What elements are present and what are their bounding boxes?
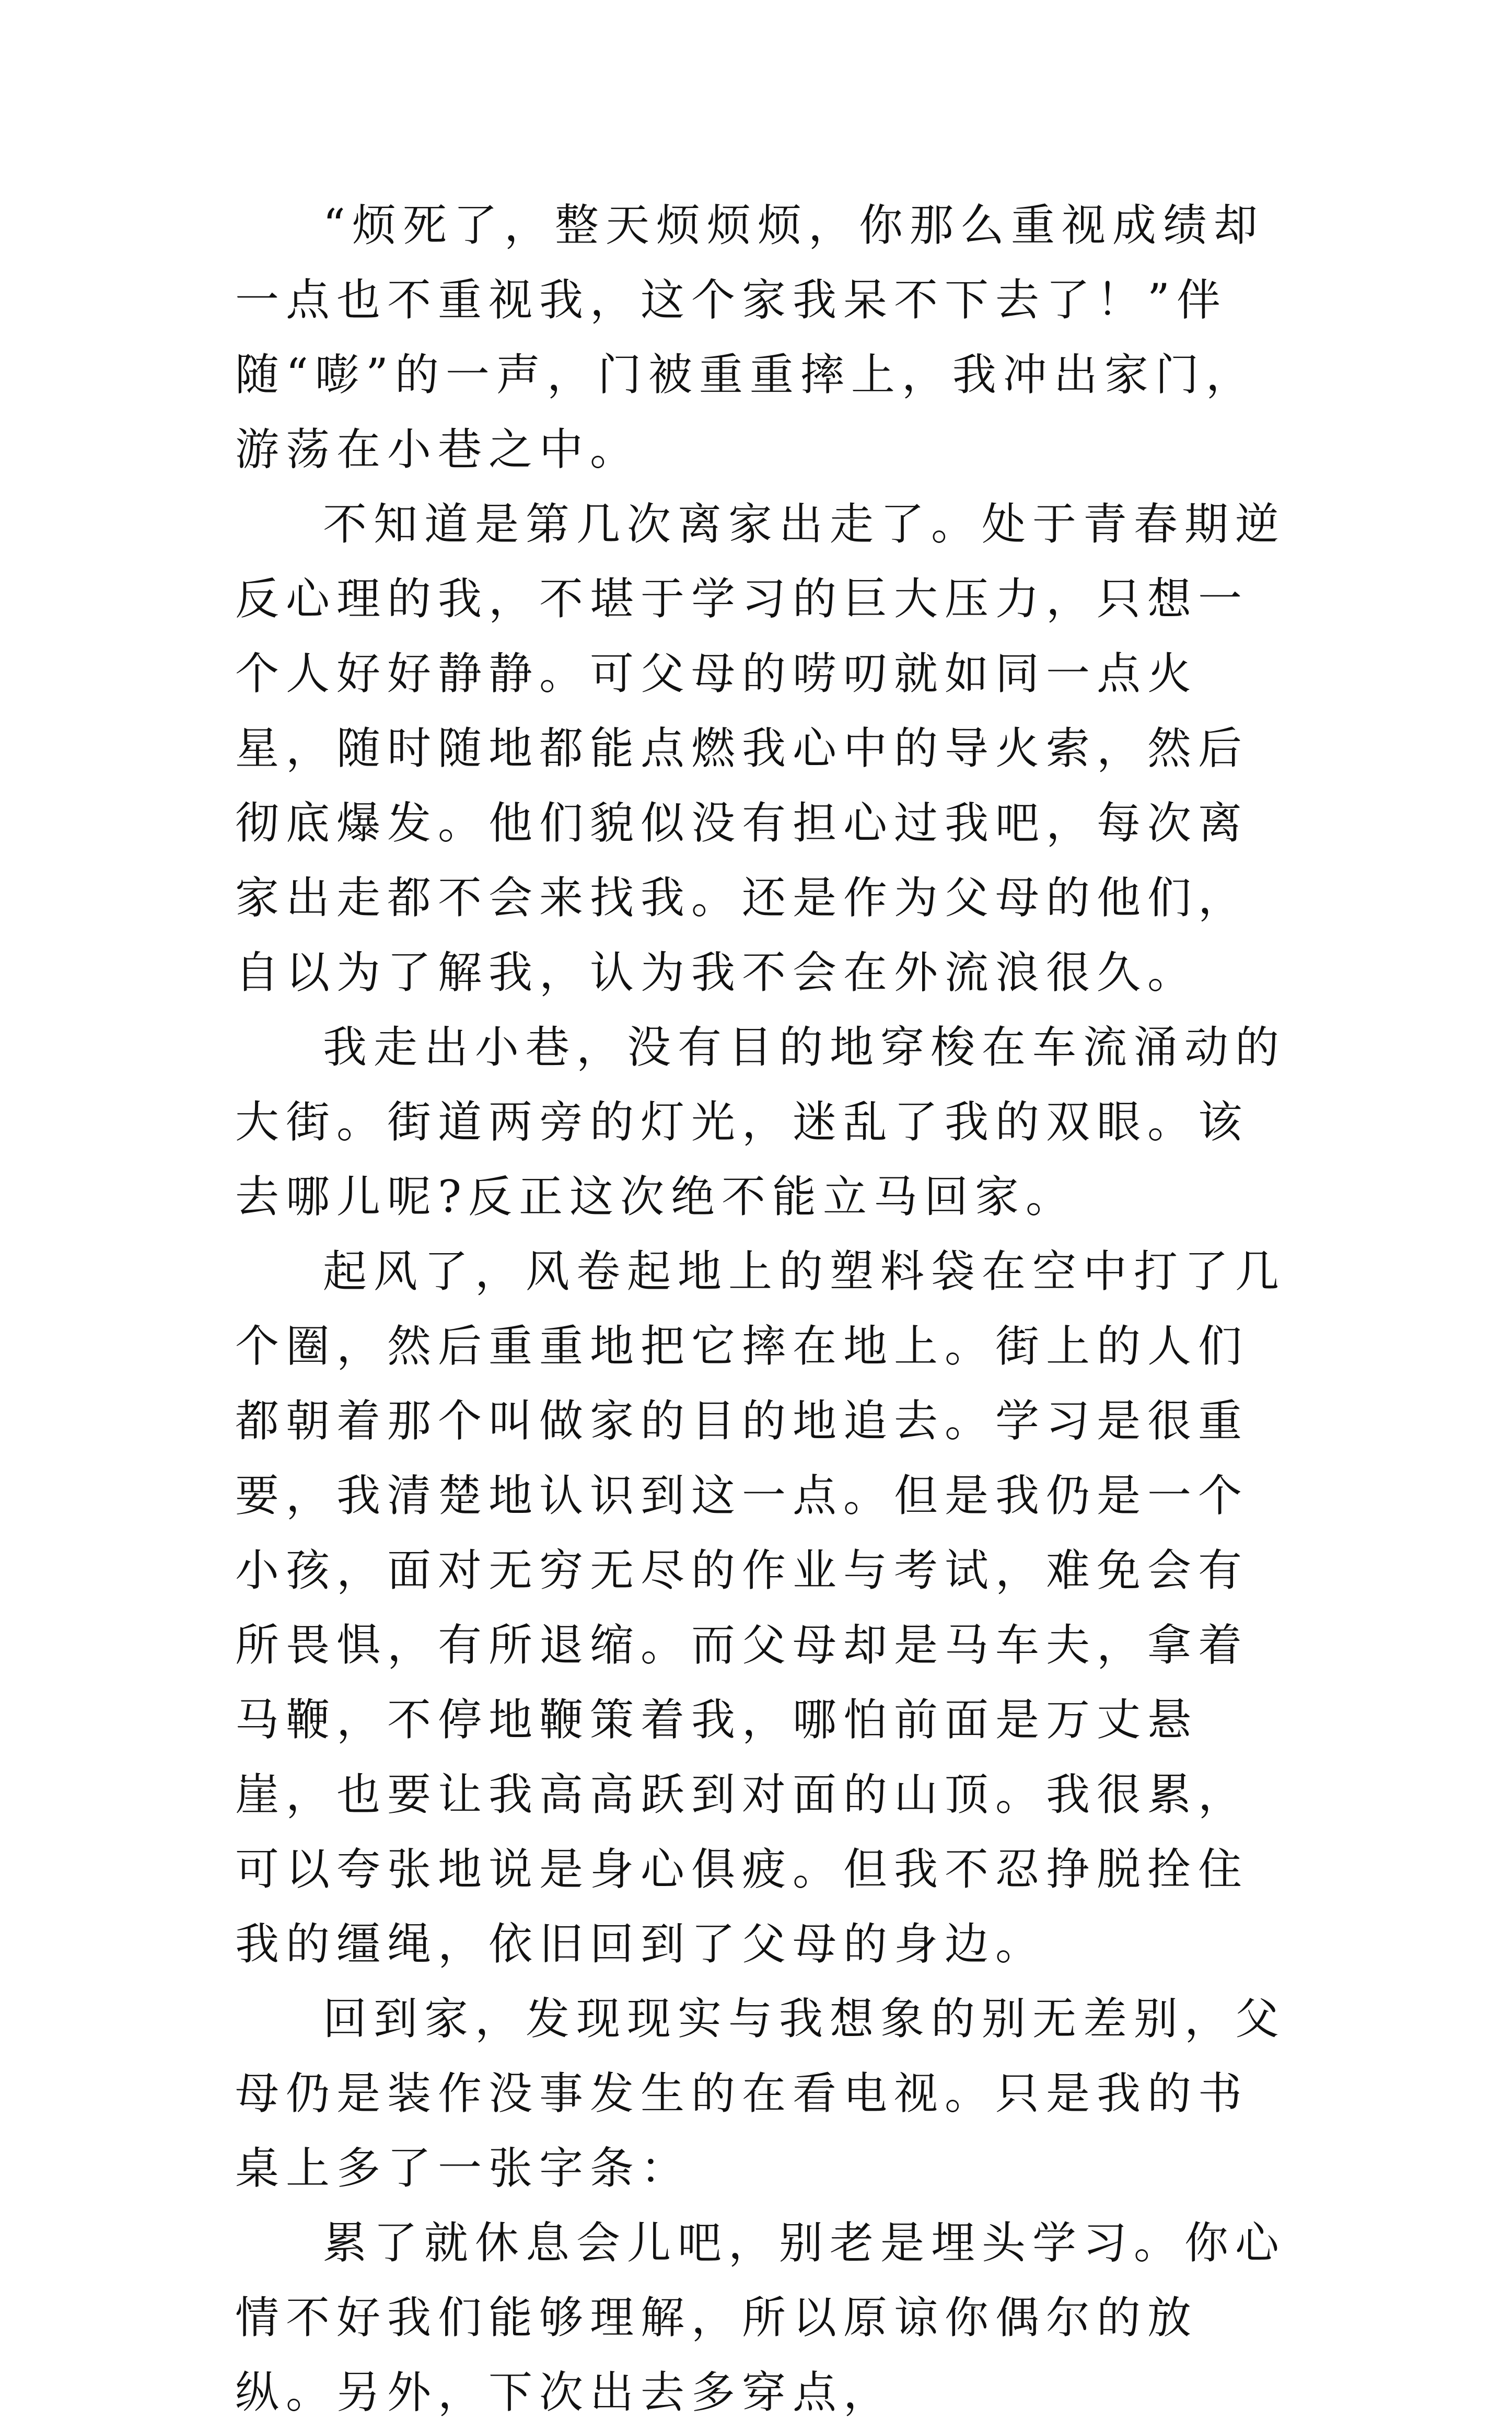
paragraph-1: “烦死了，整天烦烦烦，你那么重视成绩却一点也不重视我，这个家我呆不下去了！”伴随“嘭”的一声，门被重重摔上，我冲出家门，游荡在小巷之中。 bbox=[235, 200, 1264, 475]
paragraph-5: 回到家，发现现实与我想象的别无差别，父母仍是装作没事发生的在看电视。只是我的书桌上多了一张字条： bbox=[235, 1993, 1286, 2194]
paragraph-3: 我走出小巷，没有目的地穿梭在车流涌动的大街。街道两旁的灯光，迷乱了我的双眼。该去哪儿呢?反正这次绝不能立马回家。 bbox=[235, 1022, 1286, 1222]
paragraph-2: 不知道是第几次离家出走了。处于青春期逆反心理的我，不堪于学习的巨大压力，只想一个人好好静静。可父母的唠叨就如同一点火星，随时随地都能点燃我心中的导火索，然后彻底爆发。他们貌似没有担心过我吧，每次离家出走都不会来找我。还是作为父母的他们，自以为了解我，认为我不会在外流浪很久。 bbox=[235, 499, 1286, 998]
paragraph-4: 起风了，风卷起地上的塑料袋在空中打了几个圈，然后重重地把它摔在地上。街上的人们都朝着那个叫做家的目的地追去。学习是很重要，我清楚地认识到这一点。但是我仍是一个小孩，面对无穷无尽的作业与考试，难免会有所畏惧，有所退缩。而父母却是马车夫，拿着马鞭，不停地鞭策着我，哪怕前面是万丈悬崖，也要让我高高跃到对面的山顶。我很累，可以夸张地说是身心俱疲。但我不忍挣脱拴住我的缰绳，依旧回到了父母的身边。 bbox=[235, 1246, 1286, 1970]
document-body bbox=[235, 188, 1286, 2430]
paragraph-6: 累了就休息会儿吧，别老是埋头学习。你心情不好我们能够理解，所以原谅你偶尔的放纵。另外，下次出去多穿点， bbox=[235, 2217, 1286, 2418]
